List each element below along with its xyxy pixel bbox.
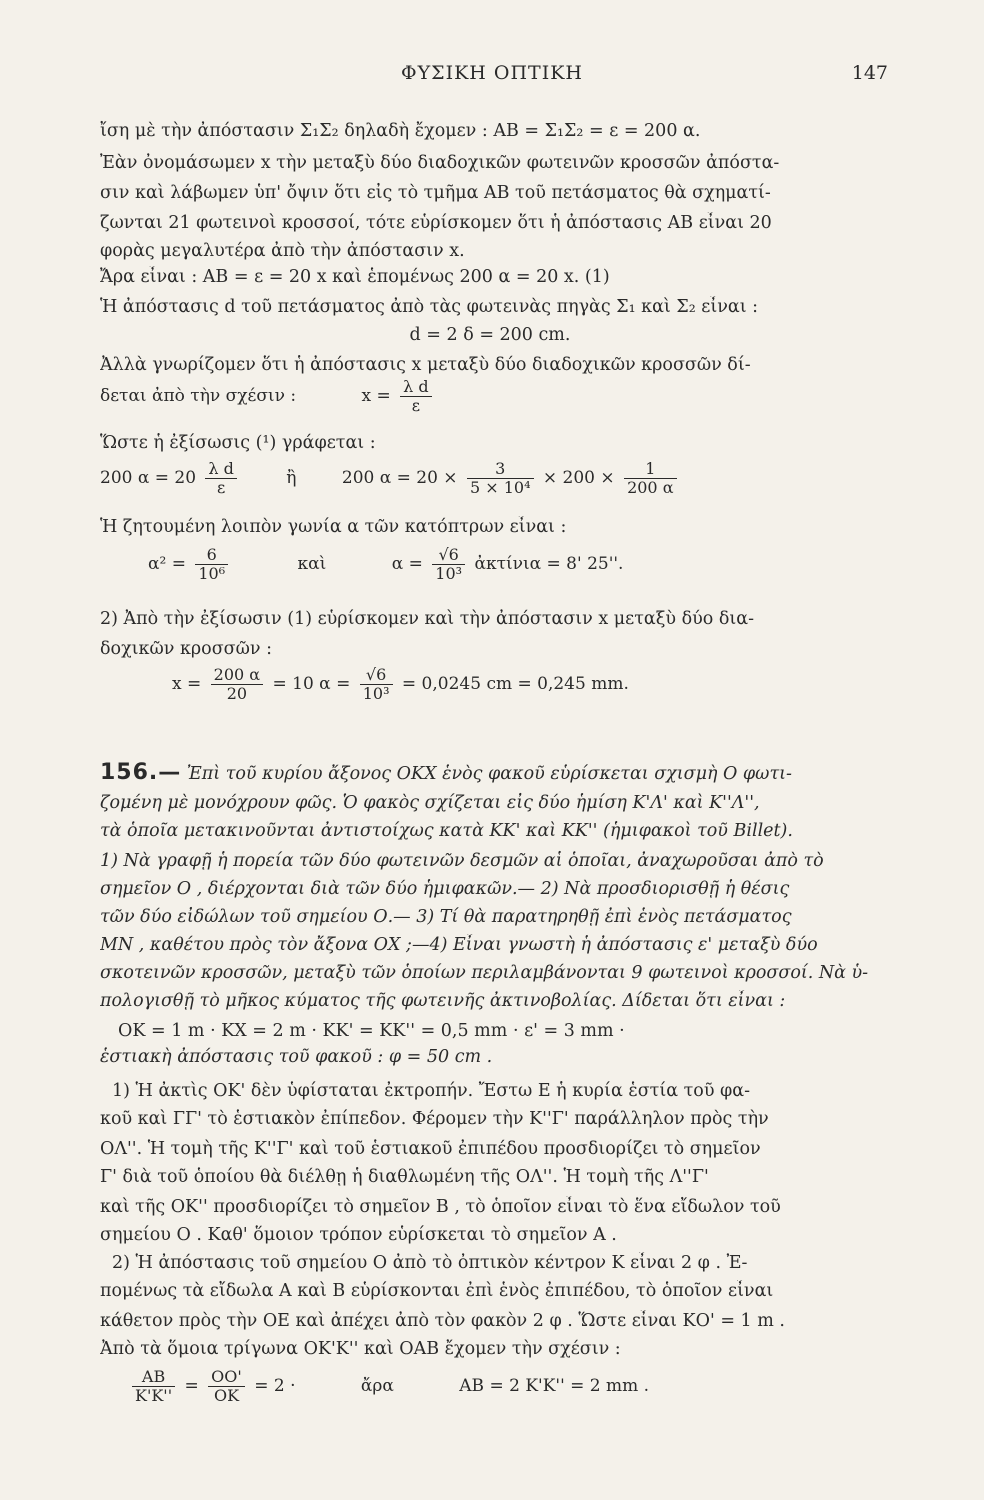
fraction <box>360 666 393 703</box>
page-number: 147 <box>851 62 888 84</box>
eq-fragment: × 200 × <box>542 468 615 488</box>
numerator: 1 <box>624 460 676 479</box>
denominator: 200 α <box>627 478 674 497</box>
numerator: λ d <box>205 460 236 479</box>
numerator: √6 <box>360 666 393 685</box>
text-line: Ἄρα εἶναι : ΑΒ = ε = 20 x καὶ ἑπομένως 200 α = 20 x. (1) <box>100 267 610 287</box>
fraction <box>205 460 236 497</box>
problem-line: πολογισθῇ τὸ μῆκος κύματος τῆς φωτεινῆς ἀκτινοβολίας. Δίδεται ὅτι εἶναι : <box>100 991 786 1011</box>
eq-fragment: καὶ <box>297 554 327 574</box>
text-line: ζωνται 21 φωτεινοὶ κροσσοί, τότε εὑρίσκομεν ὅτι ἡ ἀπόστασις ΑΒ εἶναι 20 <box>100 213 772 233</box>
problem-line: ζομένη μὲ μονόχρουν φῶς. Ὁ φακὸς σχίζεται εἰς δύο ἡμίση Κ'Λ' καὶ Κ''Λ'', <box>100 793 760 813</box>
denominator: 10³ <box>362 684 390 703</box>
problem-line: τῶν δύο εἰδώλων τοῦ σημείου Ο.— 3) Τί θὰ παρατηρηθῇ ἐπὶ ἑνὸς πετάσματος <box>100 907 792 927</box>
eq-fragment: α = <box>391 554 423 574</box>
eq-fragment: ΑΒ = 2 Κ'Κ'' = 2 mm . <box>459 1376 650 1396</box>
problem-line: σημεῖον Ο , διέρχονται διὰ τῶν δύο ἡμιφακῶν.— 2) Νὰ προσδιορισθῇ ἡ θέσις <box>100 879 790 899</box>
text-line: Ἀλλὰ γνωρίζομεν ὅτι ἡ ἀπόστασις x μεταξὺ δύο διαδοχικῶν κροσσῶν δί- <box>100 355 751 375</box>
equation-line: d = 2 δ = 200 cm. <box>409 325 571 345</box>
eq-fragment: ἀκτίνια = 8' 25''. <box>474 554 624 574</box>
data-line: ΟΚ = 1 m · ΚΧ = 2 m · ΚΚ' = ΚΚ'' = 0,5 mm · ε' = 3 mm · <box>118 1021 625 1041</box>
denominator: ε <box>411 396 421 415</box>
text-line: φορὰς μεγαλυτέρα ἀπὸ τὴν ἀπόστασιν x. <box>100 241 465 261</box>
problem-line: ἑστιακὴ ἀπόστασις τοῦ φακοῦ : φ = 50 cm . <box>100 1047 493 1067</box>
problem-line: τὰ ὁποῖα μετακινοῦνται ἀντιστοίχως κατὰ ΚΚ' καὶ ΚΚ'' (ἡμιφακοὶ τοῦ Billet). <box>100 821 793 841</box>
problem-line: ΜΝ , καθέτου πρὸς τὸν ἄξονα ΟΧ ;—4) Εἶναι γνωστὴ ἡ ἀπόστασις ε' μεταξὺ δύο <box>100 935 818 955</box>
denominator: ΟΚ <box>213 1386 240 1405</box>
text-line: σιν καὶ λάβωμεν ὑπ' ὄψιν ὅτι εἰς τὸ τμῆμα ΑΒ τοῦ πετάσματος θὰ σχηματί- <box>100 183 771 203</box>
equation-line <box>172 666 952 703</box>
problem-line: σκοτεινῶν κροσσῶν, μεταξὺ τῶν ὁποίων περιλαμβάνονται 9 φωτεινοὶ κροσσοί. Νὰ ὑ- <box>100 963 869 983</box>
eq-fragment: 200 α = 20 <box>100 468 197 488</box>
equation-line <box>100 460 880 497</box>
denominator: ε <box>217 478 226 497</box>
fraction <box>432 546 465 583</box>
eq-fragment: = 10 α = <box>272 674 351 694</box>
text-line: Ὥστε ἡ ἐξίσωσις (¹) γράφεται : <box>100 433 376 453</box>
fraction <box>211 666 263 703</box>
eq-fragment: ἢ <box>286 468 297 488</box>
text-line: κάθετον πρὸς τὴν ΟΕ καὶ ἀπέχει ἀπὸ τὸν φακὸν 2 φ . Ὥστε εἶναι ΚΟ' = 1 m . <box>100 1311 785 1331</box>
text-line: Γ' διὰ τοῦ ὁποίου θὰ διέλθῃ ἡ διαθλωμένη τῆς ΟΛ''. Ἡ τομὴ τῆς Λ''Γ' <box>100 1167 709 1187</box>
denominator: 10³ <box>435 564 463 583</box>
text-fragment: δεται ἀπὸ τὴν σχέσιν : <box>100 386 297 406</box>
text-line: Ἐὰν ὀνομάσωμεν x τὴν μεταξὺ δύο διαδοχικῶν φωτεινῶν κροσσῶν ἀπόστα- <box>100 153 780 173</box>
text-line: Ἡ ζητουμένη λοιπὸν γωνία α τῶν κατόπτρων εἶναι : <box>100 517 567 537</box>
text-fragment: Ἐπὶ τοῦ κυρίου ἄξονος ΟΚΧ ἑνὸς φακοῦ εὑρίσκεται σχισμὴ Ο φωτι- <box>186 764 792 784</box>
numerator: ΑΒ <box>132 1368 175 1387</box>
problem-line: 1) Νὰ γραφῇ ἡ πορεία τῶν δύο φωτεινῶν δεσμῶν αἱ ὁποῖαι, ἀναχωροῦσαι ἀπὸ τὸ <box>100 851 824 871</box>
denominator: 20 <box>226 684 248 703</box>
fraction <box>467 460 534 497</box>
text-line: 1) Ἡ ἀκτὶς ΟΚ' δὲν ὑφίσταται ἐκτροπήν. Ἔστω Ε ἡ κυρία ἑστία τοῦ φα- <box>112 1081 750 1101</box>
fraction <box>624 460 676 497</box>
text-line: πομένως τὰ εἴδωλα Α καὶ Β εὑρίσκονται ἐπὶ ἑνὸς ἐπιπέδου, τὸ ὁποῖον εἶναι <box>100 1281 774 1301</box>
fraction <box>132 1368 175 1405</box>
fraction <box>195 546 228 583</box>
text-line: ΟΛ''. Ἡ τομὴ τῆς Κ''Γ' καὶ τοῦ ἑστιακοῦ ἐπιπέδου προσδιορίζει τὸ σημεῖον <box>100 1139 761 1159</box>
eq-fragment: x = <box>172 674 202 694</box>
fraction <box>208 1368 245 1405</box>
running-header <box>0 62 984 92</box>
text-line: σημείου Ο . Καθ' ὅμοιον τρόπον εὑρίσκεται τὸ σημεῖον Α . <box>100 1225 617 1245</box>
numerator: 200 α <box>211 666 263 685</box>
text-line: καὶ τῆς ΟΚ'' προσδιορίζει τὸ σημεῖον Β , τὸ ὁποῖον εἶναι τὸ ἕνα εἴδωλον τοῦ <box>100 1197 781 1217</box>
header-title: ΦΥΣΙΚΗ ΟΠΤΙΚΗ <box>401 62 583 84</box>
equation-line <box>128 1368 908 1405</box>
eq-fragment: α² = <box>148 554 186 574</box>
problem-line <box>100 762 880 785</box>
numerator: 3 <box>467 460 534 479</box>
eq-fragment: = <box>184 1376 199 1396</box>
text-line: δοχικῶν κροσσῶν : <box>100 639 272 659</box>
denominator: Κ'Κ'' <box>135 1386 173 1405</box>
numerator: √6 <box>432 546 465 565</box>
text-line: Ἡ ἀπόστασις d τοῦ πετάσματος ἀπὸ τὰς φωτεινὰς πηγὰς Σ₁ καὶ Σ₂ εἶναι : <box>100 297 759 317</box>
numerator: λ d <box>400 378 431 397</box>
text-line: 2) Ἡ ἀπόστασις τοῦ σημείου Ο ἀπὸ τὸ ὀπτικὸν κέντρον Κ εἶναι 2 φ . Ἐ- <box>112 1253 748 1273</box>
denominator: 5 × 10⁴ <box>469 478 531 497</box>
numerator: ΟΟ' <box>208 1368 245 1387</box>
eq-fragment: ἄρα <box>360 1376 394 1396</box>
fraction <box>400 378 431 415</box>
equation-line <box>100 378 880 415</box>
problem-number: 156.— <box>100 762 182 785</box>
numerator: 6 <box>195 546 228 565</box>
eq-fragment: 200 α = 20 × <box>341 468 458 488</box>
eq-fragment: x = <box>361 386 391 406</box>
text-line: ἴση μὲ τὴν ἀπόστασιν Σ₁Σ₂ δηλαδὴ ἔχομεν : ΑΒ = Σ₁Σ₂ = ε = 200 α. <box>100 121 701 141</box>
equation-line <box>148 546 928 583</box>
text-line: 2) Ἀπὸ τὴν ἐξίσωσιν (1) εὑρίσκομεν καὶ τὴν ἀπόστασιν x μεταξὺ δύο δια- <box>100 609 754 629</box>
eq-fragment: = 2 · <box>254 1376 296 1396</box>
text-line: Ἀπὸ τὰ ὅμοια τρίγωνα ΟΚ'Κ'' καὶ ΟΑΒ ἔχομεν τὴν σχέσιν : <box>100 1339 621 1359</box>
denominator: 10⁶ <box>198 564 226 583</box>
eq-fragment: = 0,0245 cm = 0,245 mm. <box>401 674 629 694</box>
text-line: κοῦ καὶ ΓΓ' τὸ ἑστιακὸν ἐπίπεδον. Φέρομεν τὴν Κ''Γ' παράλληλον πρὸς τὴν <box>100 1109 769 1129</box>
